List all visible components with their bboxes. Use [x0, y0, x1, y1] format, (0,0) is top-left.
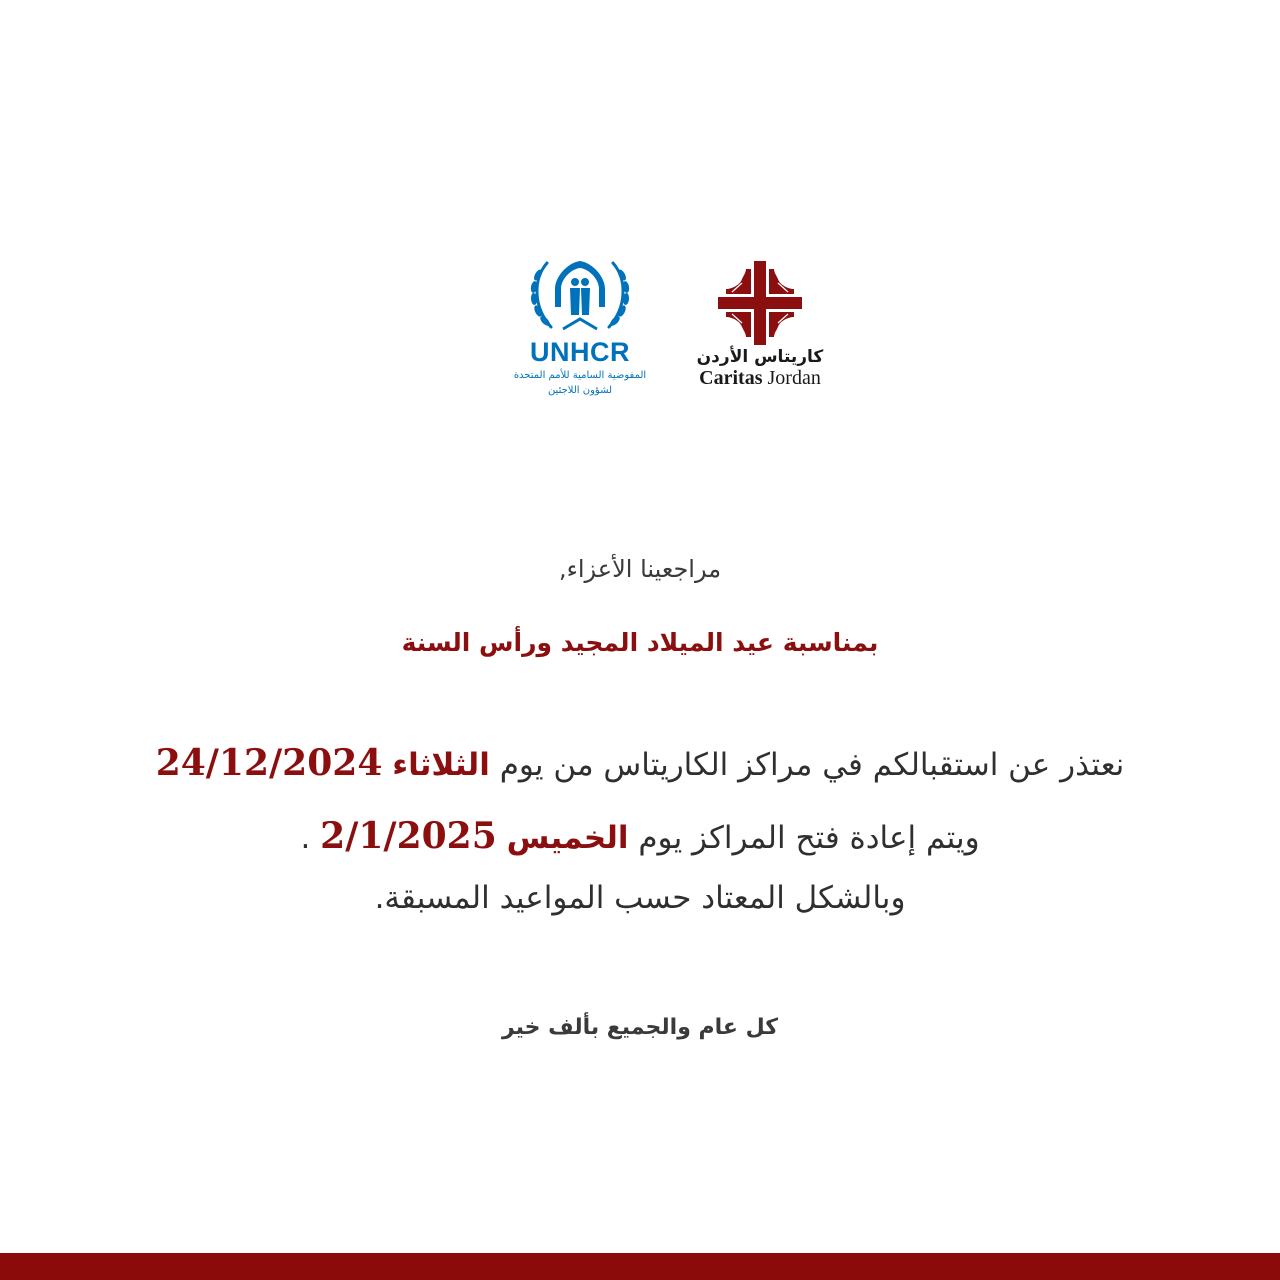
- closure-text: نعتذر عن استقبالكم في مراكز الكاريتاس من يوم: [499, 747, 1125, 783]
- occasion-heading: بمناسبة عيد الميلاد المجيد ورأس السنة: [401, 628, 879, 657]
- unhcr-arabic-line-1: المفوضية السامية للأمم المتحدة: [513, 370, 647, 381]
- reopening-line: [0, 816, 1280, 858]
- appointments-line: وبالشكل المعتاد حسب المواعيد المسبقة.: [374, 880, 906, 916]
- caritas-arabic-name: كاريتاس الأردن: [696, 347, 824, 367]
- caritas-latin-regular: Jordan: [767, 367, 821, 389]
- reopening-end: .: [300, 820, 311, 856]
- closure-day: الثلاثاء: [392, 747, 490, 783]
- unhcr-logo: [505, 255, 655, 405]
- reopening-text: ويتم إعادة فتح المراكز يوم: [638, 820, 980, 856]
- closure-line: [0, 743, 1280, 785]
- reopening-day: الخميس: [506, 820, 629, 856]
- greeting: مراجعينا الأعزاء,: [558, 555, 722, 583]
- unhcr-wordmark: UNHCR: [530, 337, 630, 367]
- closing-wish: كل عام والجميع بألف خير: [501, 1015, 779, 1040]
- unhcr-emblem-icon: [525, 255, 635, 337]
- caritas-latin-name: [685, 367, 835, 389]
- closure-date: 24/12/2024: [155, 742, 383, 784]
- caritas-logo: [685, 261, 835, 401]
- caritas-cross-icon: [718, 261, 802, 345]
- reopening-date: 2/1/2025: [320, 815, 497, 857]
- logo-row: [0, 255, 1280, 415]
- unhcr-arabic-line-2: لشؤون اللاجئين: [547, 385, 613, 396]
- footer-bar: [0, 1253, 1280, 1280]
- caritas-latin-bold: Caritas: [699, 367, 763, 389]
